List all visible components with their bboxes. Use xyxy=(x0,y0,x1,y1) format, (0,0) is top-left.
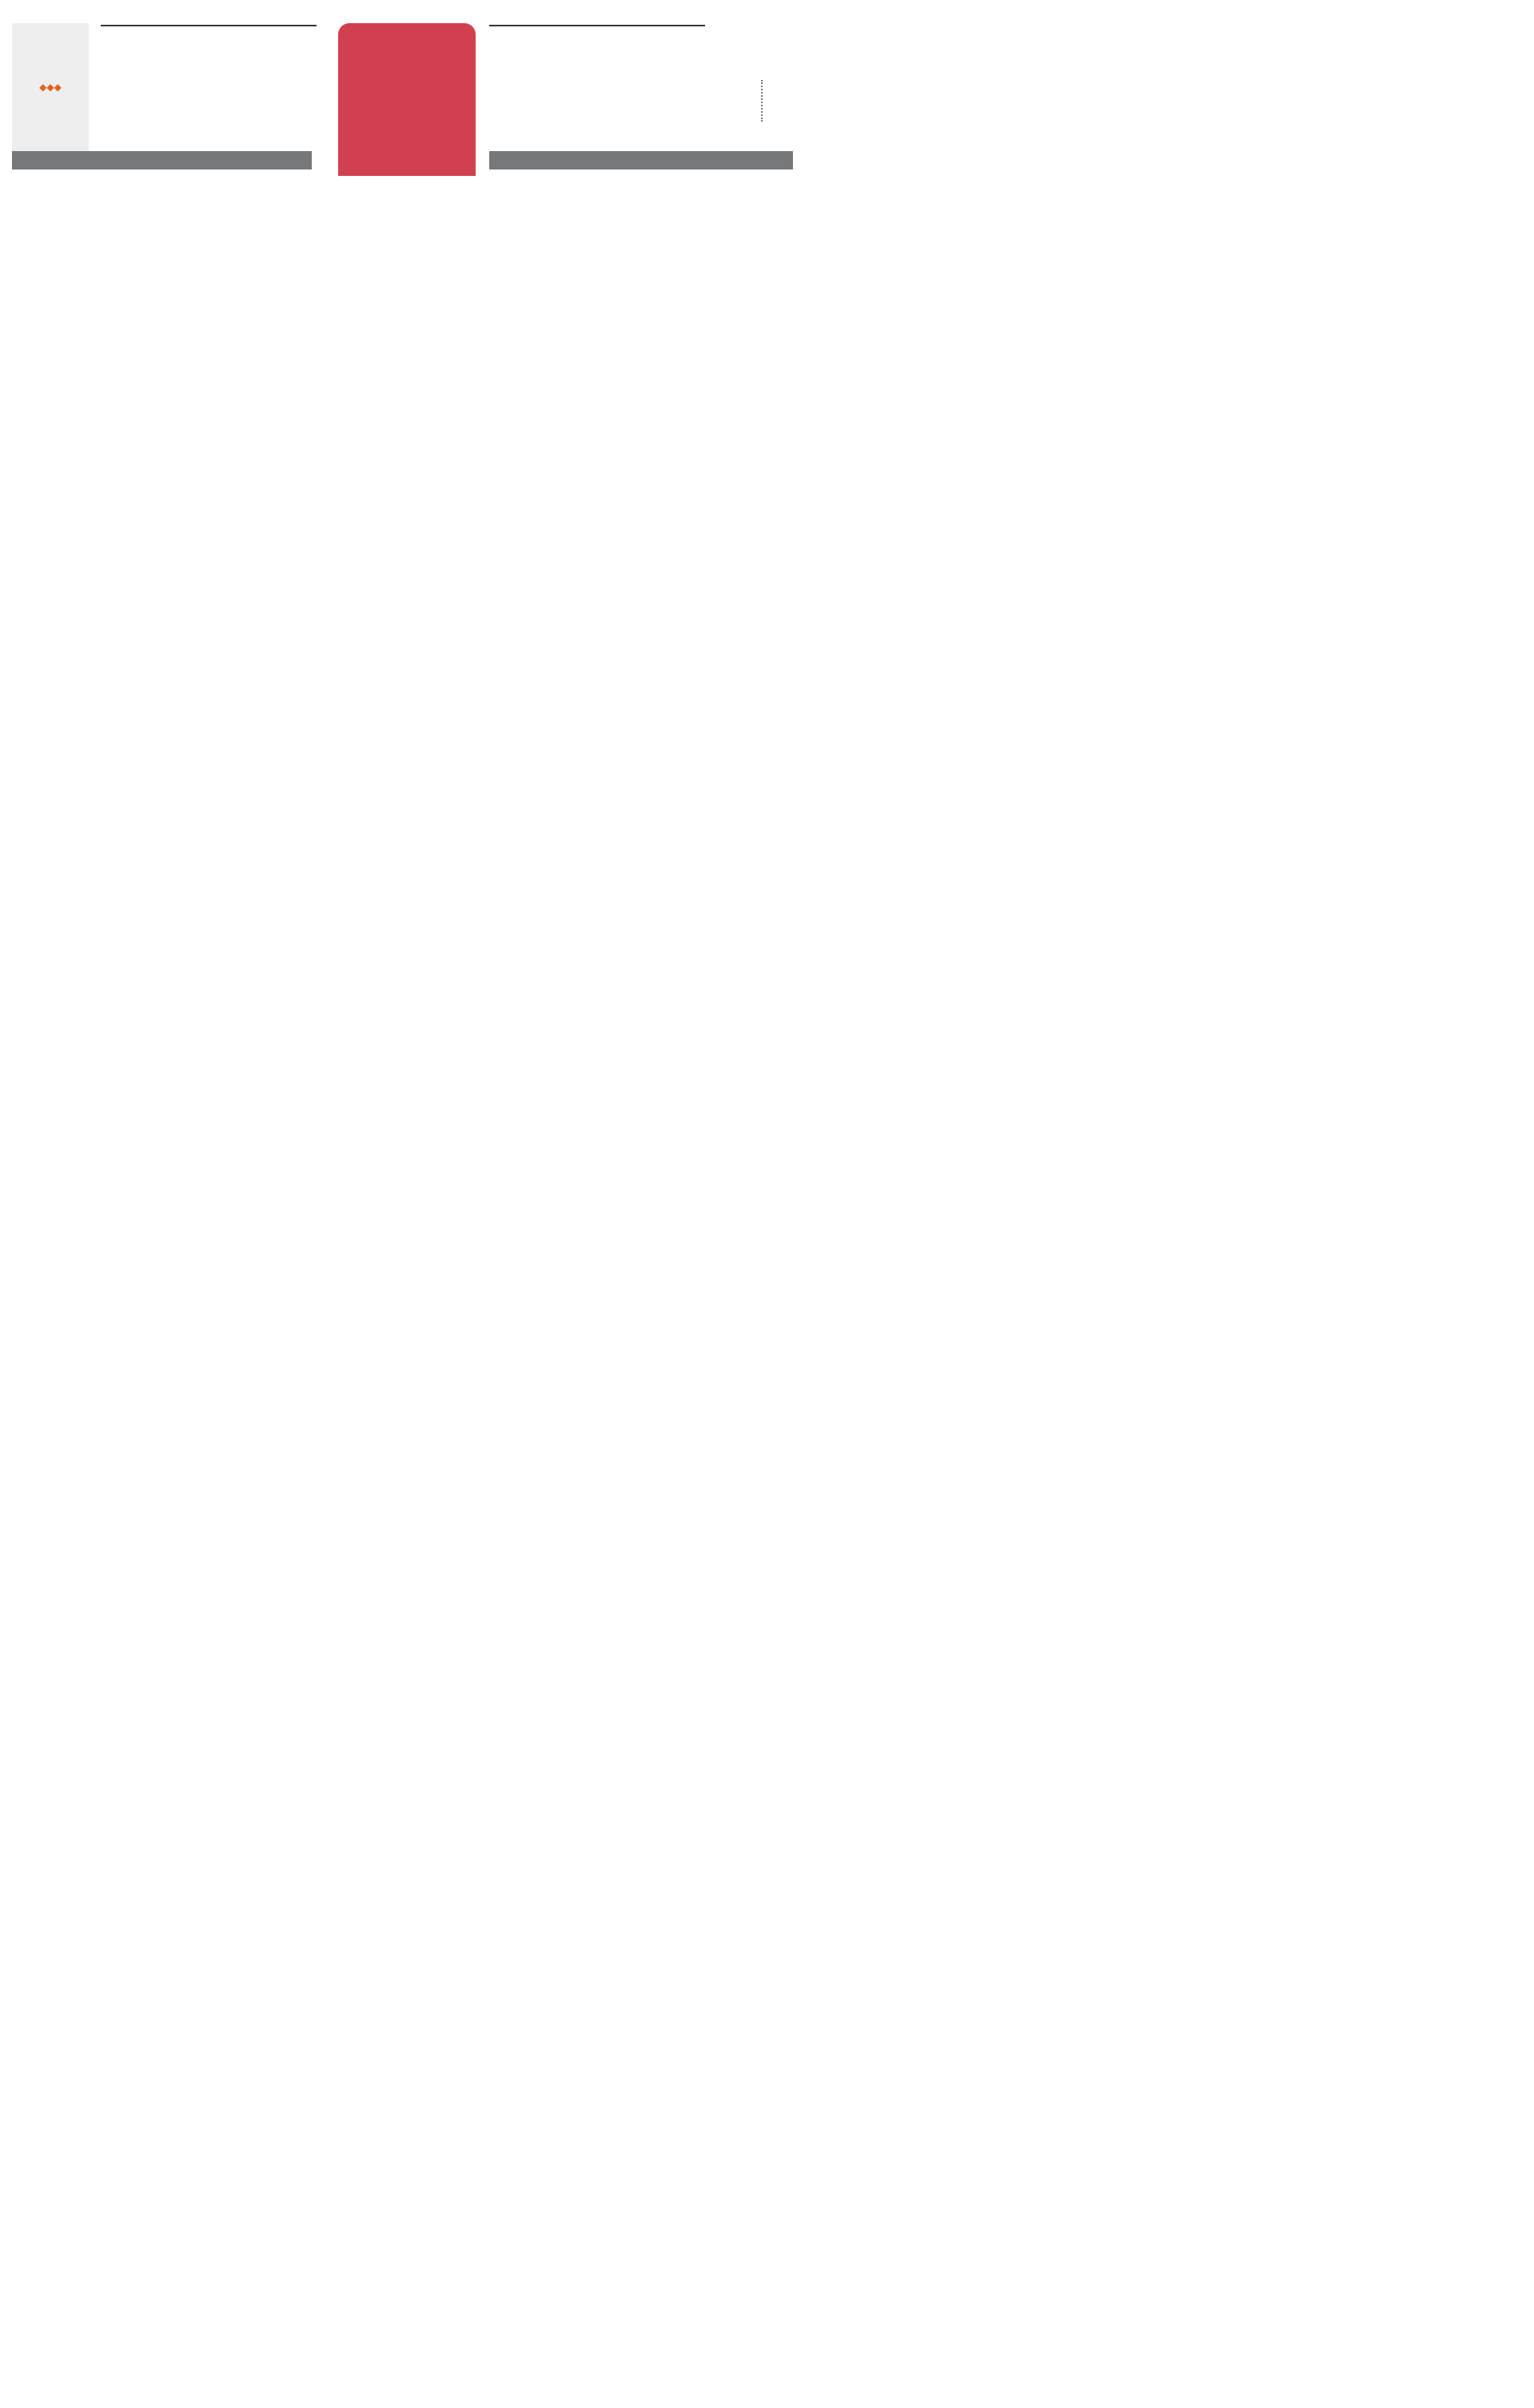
page-number-divider xyxy=(761,80,763,122)
top-right-grey-bar xyxy=(489,151,793,169)
diamond-ornament-icon: ◆◆◆ xyxy=(39,82,62,93)
top-news-left-headline xyxy=(101,23,317,26)
top-news-left xyxy=(101,23,317,26)
section-title-block xyxy=(338,23,476,176)
masthead-box xyxy=(12,23,89,151)
top-left-grey-bar xyxy=(12,151,312,169)
top-news-right xyxy=(489,23,705,26)
top-news-right-headline xyxy=(489,23,705,26)
